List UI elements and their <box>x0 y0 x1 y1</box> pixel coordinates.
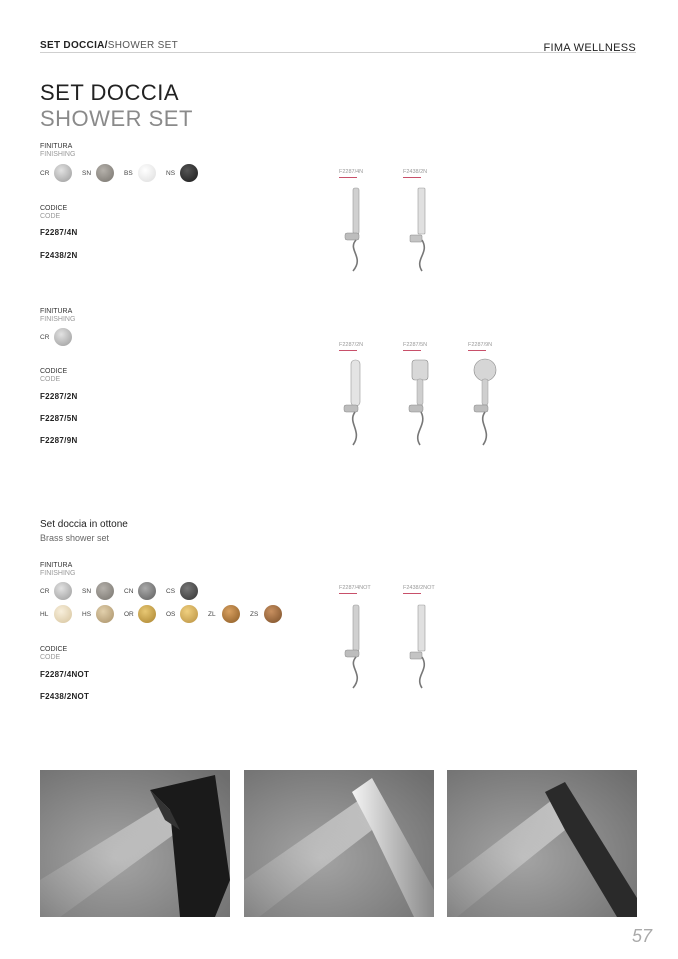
swatch[interactable] <box>40 605 72 623</box>
product-caption-text: F2287/5N <box>403 342 428 348</box>
page-title-it: SET DOCCIA <box>40 80 180 105</box>
brand-name: FIMA WELLNESS <box>543 42 636 54</box>
swatch-dot <box>180 582 198 600</box>
finish-label-it: FINITURA <box>40 562 73 569</box>
swatch-code: CR <box>40 169 50 177</box>
swatch-dot <box>54 328 72 346</box>
section-title-light: SHOWER SET <box>107 40 178 51</box>
swatch-code: CR <box>40 587 50 595</box>
product-code: F2287/9N <box>40 436 78 445</box>
product-photo-dark <box>447 770 637 917</box>
swatch-code: SN <box>82 587 92 595</box>
swatch-code: HS <box>82 610 92 618</box>
swatch[interactable] <box>40 328 72 346</box>
code-label-it: CODICE <box>40 646 68 653</box>
swatch-dot <box>54 605 72 623</box>
finish-label-it: FINITURA <box>40 143 73 150</box>
swatch-code: CR <box>40 333 50 341</box>
swatch[interactable] <box>250 605 282 623</box>
product-code: F2287/4NOT <box>40 670 90 679</box>
product-caption-text: F2287/9N <box>468 342 493 348</box>
hand-shower-image <box>335 357 375 449</box>
product-caption-text: F2287/4N <box>339 169 364 175</box>
product-photo-black <box>40 770 230 917</box>
code-label-en: CODE <box>40 376 61 383</box>
code-label-it: CODICE <box>40 205 68 212</box>
swatch-dot <box>138 605 156 623</box>
swatch-code: HL <box>40 610 49 618</box>
swatch-dot <box>96 605 114 623</box>
finish-label <box>40 308 75 324</box>
product-caption-text: F2287/4NOT <box>339 585 371 591</box>
swatch-code: CN <box>124 587 134 595</box>
product-code: F2287/4N <box>40 228 78 237</box>
finish-label-it: FINITURA <box>40 308 73 315</box>
swatch-dot <box>222 605 240 623</box>
swatch-code: BS <box>124 169 133 177</box>
swatch[interactable] <box>82 164 114 182</box>
brass-section-title: Set doccia in ottone <box>40 519 128 530</box>
finish-label <box>40 562 75 578</box>
finish-swatches-3a <box>40 582 208 600</box>
swatch[interactable] <box>82 605 114 623</box>
swatch-dot <box>180 605 198 623</box>
swatch-dot <box>96 582 114 600</box>
finish-swatches-3b <box>40 605 292 623</box>
swatch-dot <box>54 582 72 600</box>
finish-label-en: FINISHING <box>40 151 76 158</box>
code-label <box>40 368 67 384</box>
swatch-dot <box>264 605 282 623</box>
code-label <box>40 205 67 221</box>
swatch[interactable] <box>166 582 198 600</box>
product-caption-text: F2438/2N <box>403 169 428 175</box>
section-title-bold: SET DOCCIA <box>40 40 105 51</box>
product-caption <box>468 342 492 351</box>
hand-shower-image <box>400 602 440 692</box>
swatch-dot <box>180 164 198 182</box>
product-caption-text: F2287/2N <box>339 342 364 348</box>
swatch-dot <box>138 582 156 600</box>
swatch[interactable] <box>82 582 114 600</box>
swatch-code: ZL <box>208 610 216 618</box>
product-code: F2287/2N <box>40 392 78 401</box>
code-label-en: CODE <box>40 654 61 661</box>
finish-swatches-2 <box>40 328 82 346</box>
swatch-code: NS <box>166 169 176 177</box>
swatch[interactable] <box>166 605 198 623</box>
product-caption <box>339 585 371 594</box>
product-caption <box>339 342 363 351</box>
hand-shower-image <box>335 185 375 275</box>
brass-section-subtitle: Brass shower set <box>40 533 110 543</box>
product-code: F2438/2NOT <box>40 692 90 701</box>
swatch[interactable] <box>40 164 72 182</box>
page-number: 57 <box>631 926 652 946</box>
product-caption <box>403 169 427 178</box>
swatch-dot <box>96 164 114 182</box>
code-label <box>40 646 67 662</box>
section-breadcrumb <box>40 40 178 51</box>
code-label-en: CODE <box>40 213 61 220</box>
swatch-dot <box>54 164 72 182</box>
swatch-dot <box>138 164 156 182</box>
product-photo-chrome <box>244 770 434 917</box>
swatch[interactable] <box>124 605 156 623</box>
swatch[interactable] <box>124 164 156 182</box>
product-caption <box>403 342 427 351</box>
product-caption <box>403 585 435 594</box>
swatch-code: CS <box>166 587 176 595</box>
finish-label-en: FINISHING <box>40 316 76 323</box>
product-caption-text: F2438/2NOT <box>403 585 435 591</box>
swatch[interactable] <box>124 582 156 600</box>
finish-label-en: FINISHING <box>40 570 76 577</box>
swatch[interactable] <box>40 582 72 600</box>
swatch[interactable] <box>166 164 198 182</box>
code-label-it: CODICE <box>40 368 68 375</box>
hand-shower-image <box>400 357 440 449</box>
swatch[interactable] <box>208 605 240 623</box>
finish-label <box>40 143 75 159</box>
finish-swatches-1 <box>40 164 208 182</box>
hand-shower-image <box>400 185 440 275</box>
swatch-code: SN <box>82 169 92 177</box>
hand-shower-image <box>335 602 375 692</box>
swatch-code: ZS <box>250 610 259 618</box>
swatch-code: OS <box>166 610 176 618</box>
hand-shower-image <box>465 357 505 449</box>
product-code: F2438/2N <box>40 251 78 260</box>
product-code: F2287/5N <box>40 414 78 423</box>
section-slash: / <box>104 40 108 51</box>
swatch-code: OR <box>124 610 134 618</box>
page-title-en: SHOWER SET <box>40 106 193 131</box>
product-caption <box>339 169 363 178</box>
